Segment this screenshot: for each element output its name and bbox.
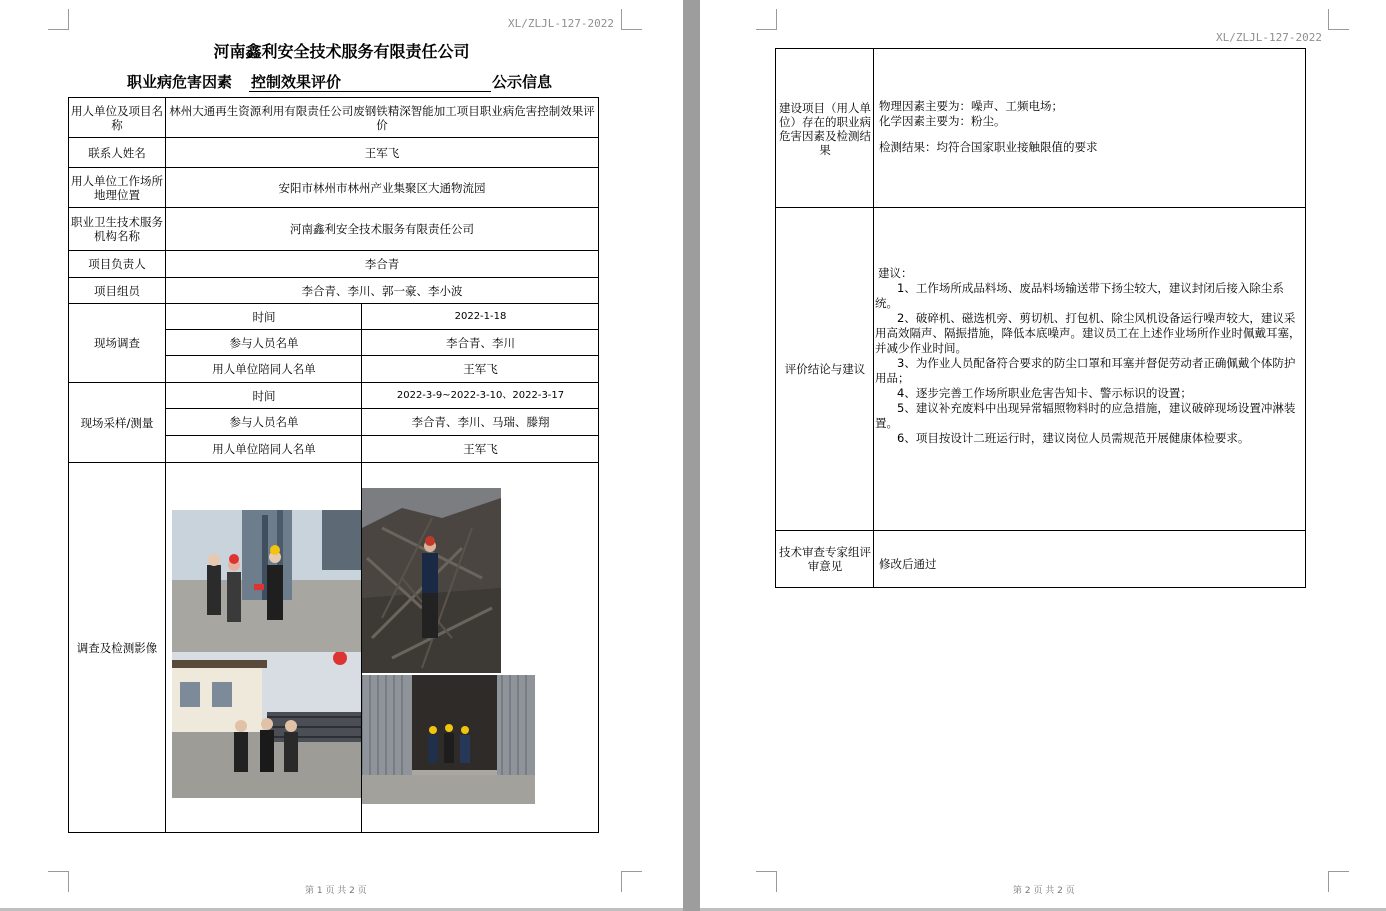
agency-label: 职业卫生技术服务机构名称 [71,215,163,243]
photo-warehouse [362,675,535,804]
sampling-escort-value: 王军飞 [463,442,498,456]
photo-site-inspection [172,510,361,652]
images-label: 调查及检测影像 [76,640,158,655]
page-gutter [683,0,700,911]
suggestion-item: 3、为作业人员配备符合要求的防尘口罩和耳塞并督促劳动者正确佩戴个体防护用品； [875,356,1296,385]
survey-people-value: 李合青、李川 [446,335,515,350]
crop-mark [48,871,69,892]
page-footer: 第 2 页 共 2 页 [1013,886,1075,896]
document-code: XL/ZLJL-127-2022 [508,17,614,30]
photo-gate-group [172,652,361,798]
document-code: XL/ZLJL-127-2022 [1216,31,1322,44]
sampling-escort-label: 用人单位陪同人名单 [212,442,316,456]
agency-value: 河南鑫利安全技术服务有限责任公司 [290,222,474,236]
contact-label: 联系人姓名 [88,145,146,160]
suggestions-content [875,266,1303,446]
photo-scrap-pile [362,488,501,673]
subtitle-part2: 控制效果评价 [251,73,342,91]
subtitle-part3: 公示信息 [492,73,553,91]
location-label: 用人单位工作场所地理位置 [71,173,163,202]
factors-line: 检测结果：均符合国家职业接触限值的要求 [879,140,1098,154]
crop-mark [756,871,777,892]
review-label: 技术审查专家组评审意见 [779,545,871,573]
suggestion-item: 2、破碎机、磁选机旁、剪切机、打包机、除尘风机设备运行噪声较大，建议采用高效隔声、隔振措施，降低本底噪声。建议员工在上述作业场所作业时佩戴耳塞，并减少作业时间。 [875,311,1301,355]
factors-content [879,99,1299,155]
crop-mark [1328,871,1349,892]
survey-escort-value: 王军飞 [463,362,498,376]
sampling-label: 现场采样/测量 [80,415,154,430]
sampling-people-label: 参与人员名单 [229,415,299,429]
location-value: 安阳市林州市林州产业集聚区大通物流园 [278,180,486,195]
subtitle-underline [249,91,491,92]
suggestion-item: 4、逐步完善工作场所职业危害告知卡、警示标识的设置； [897,386,1192,400]
survey-time-value: 2022-1-18 [454,310,507,322]
crop-mark [48,9,69,30]
survey-label: 现场调查 [94,336,140,350]
survey-time-label: 时间 [252,309,276,324]
suggestion-item: 5、建议补充废料中出现异常辐照物料时的应急措施，建议破碎现场设置冲淋装置。 [875,401,1296,430]
page-2 [700,0,1386,908]
sampling-time-value: 2022-3-9~2022-3-10、2022-3-17 [396,389,565,401]
crop-mark [621,871,642,892]
members-label: 项目组员 [94,283,140,298]
leader-value: 李合青 [364,257,400,271]
crop-mark [756,9,777,30]
project-value: 林州大通再生资源利用有限责任公司废钢铁精深智能加工项目职业病危害控制效果评价 [169,104,595,132]
members-value: 李合青、李川、郭一豪、李小波 [301,283,463,298]
contact-value: 王军飞 [364,145,400,160]
company-title: 河南鑫利安全技术服务有限责任公司 [213,42,470,61]
suggestion-title: 建议： [878,266,913,280]
factors-line: 物理因素主要为：噪声、工频电场； [879,99,1063,113]
crop-mark [621,9,642,30]
sampling-time-label: 时间 [252,388,276,403]
review-value: 修改后通过 [879,557,937,571]
page-footer: 第 1 页 共 2 页 [305,886,367,896]
page-1 [0,0,683,908]
factors-label: 建设项目（用人单位）存在的职业病危害因素及检测结果 [779,100,871,157]
factors-line: 化学因素主要为：粉尘。 [879,114,1006,128]
subtitle-part1: 职业病危害因素 [127,73,233,91]
crop-mark [1328,9,1349,30]
survey-escort-label: 用人单位陪同人名单 [212,362,316,376]
suggestion-item: 6、项目按设计二班运行时，建议岗位人员需规范开展健康体检要求。 [897,431,1250,445]
sampling-people-value: 李合青、李川、马瑞、滕翔 [411,415,550,429]
project-label: 用人单位及项目名称 [71,104,163,132]
survey-people-label: 参与人员名单 [229,335,299,350]
leader-label: 项目负责人 [88,257,146,271]
conclusion-label: 评价结论与建议 [784,362,866,376]
suggestion-item: 1、工作场所成品料场、废品料场输送带下扬尘较大，建议封闭后接入除尘系统。 [875,281,1284,310]
